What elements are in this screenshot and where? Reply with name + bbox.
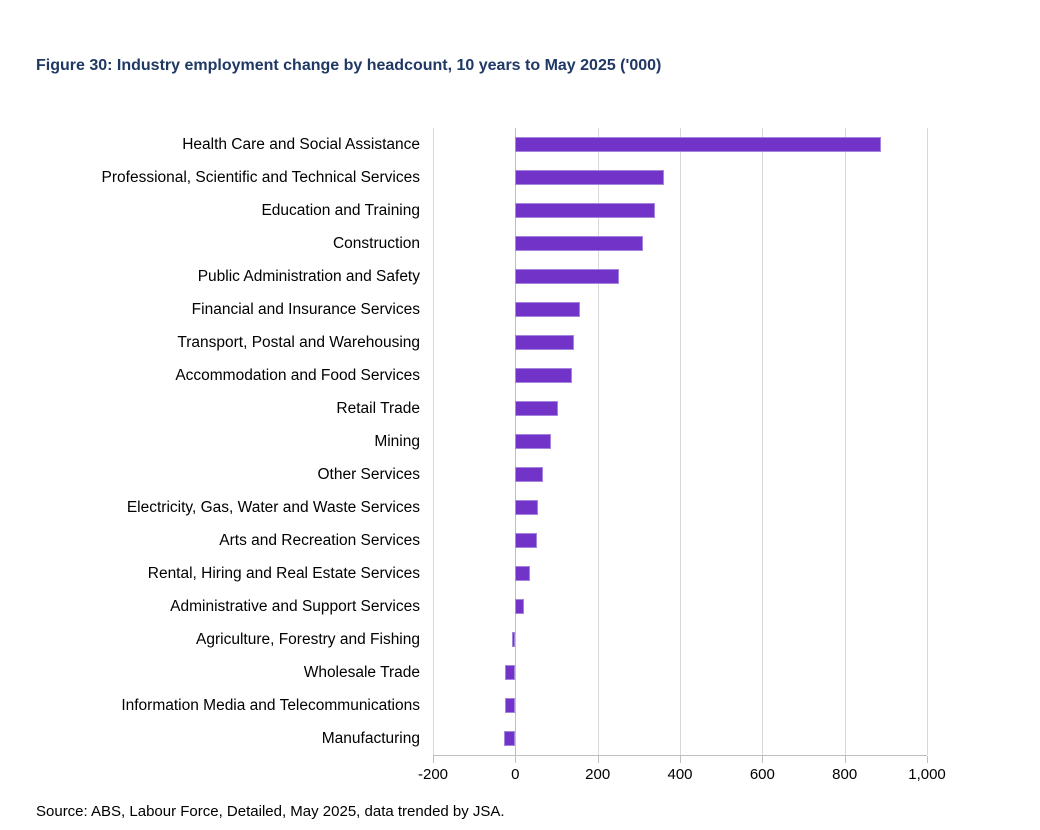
category-label: Electricity, Gas, Water and Waste Services bbox=[126, 499, 420, 516]
category-label: Transport, Postal and Warehousing bbox=[177, 334, 420, 351]
category-label: Financial and Insurance Services bbox=[191, 301, 420, 318]
bar bbox=[515, 401, 558, 416]
x-axis-line bbox=[433, 755, 927, 756]
gridline bbox=[598, 128, 599, 755]
category-label: Education and Training bbox=[261, 202, 420, 219]
x-axis-tick bbox=[433, 756, 434, 763]
x-axis-tick bbox=[515, 756, 516, 763]
gridline bbox=[927, 128, 928, 755]
x-axis-tick bbox=[845, 756, 846, 763]
bar bbox=[515, 599, 524, 614]
bar bbox=[515, 203, 655, 218]
x-axis-tick-label: -200 bbox=[417, 766, 449, 783]
category-labels bbox=[0, 128, 420, 755]
category-label: Mining bbox=[374, 433, 420, 450]
x-axis-tick-label: 0 bbox=[511, 766, 520, 783]
category-label: Retail Trade bbox=[336, 400, 420, 417]
source-note: Source: ABS, Labour Force, Detailed, May 2025, data trended by JSA. bbox=[36, 803, 505, 820]
category-label: Other Services bbox=[317, 466, 420, 483]
gridline bbox=[433, 128, 434, 755]
gridline bbox=[762, 128, 763, 755]
bar bbox=[515, 170, 663, 185]
category-label: Manufacturing bbox=[321, 730, 420, 747]
category-label: Arts and Recreation Services bbox=[219, 532, 420, 549]
x-axis-tick bbox=[680, 756, 681, 763]
x-axis-tick-label: 200 bbox=[585, 766, 611, 783]
bar bbox=[512, 632, 516, 647]
category-label: Information Media and Telecommunications bbox=[121, 697, 420, 714]
x-axis-tick bbox=[927, 756, 928, 763]
bar bbox=[515, 566, 529, 581]
category-label: Agriculture, Forestry and Fishing bbox=[196, 631, 420, 648]
bar bbox=[505, 698, 515, 713]
category-label: Administrative and Support Services bbox=[170, 598, 420, 615]
bar bbox=[515, 269, 619, 284]
bar bbox=[515, 467, 543, 482]
category-label: Professional, Scientific and Technical Services bbox=[101, 169, 420, 186]
x-axis-tick bbox=[598, 756, 599, 763]
figure-title: Figure 30: Industry employment change by headcount, 10 years to May 2025 ('000) bbox=[36, 57, 662, 74]
bar bbox=[515, 236, 643, 251]
gridline bbox=[680, 128, 681, 755]
x-axis-tick-label: 800 bbox=[832, 766, 858, 783]
x-axis-tick-label: 600 bbox=[749, 766, 775, 783]
bar bbox=[504, 731, 516, 746]
category-label: Rental, Hiring and Real Estate Services bbox=[147, 565, 420, 582]
bar bbox=[515, 500, 537, 515]
bar bbox=[515, 434, 550, 449]
x-axis-tick-label: 400 bbox=[667, 766, 693, 783]
gridline bbox=[845, 128, 846, 755]
plot-area bbox=[417, 128, 946, 783]
category-label: Health Care and Social Assistance bbox=[182, 136, 420, 153]
bar bbox=[515, 302, 579, 317]
x-axis-tick-label: 1,000 bbox=[908, 766, 946, 783]
category-label: Wholesale Trade bbox=[303, 664, 420, 681]
bar bbox=[505, 665, 515, 680]
category-label: Construction bbox=[332, 235, 420, 252]
bar bbox=[515, 368, 571, 383]
bar bbox=[515, 137, 881, 152]
bar bbox=[515, 335, 574, 350]
category-label: Accommodation and Food Services bbox=[175, 367, 420, 384]
category-label: Public Administration and Safety bbox=[197, 268, 420, 285]
bar bbox=[515, 533, 536, 548]
x-axis-tick bbox=[762, 756, 763, 763]
